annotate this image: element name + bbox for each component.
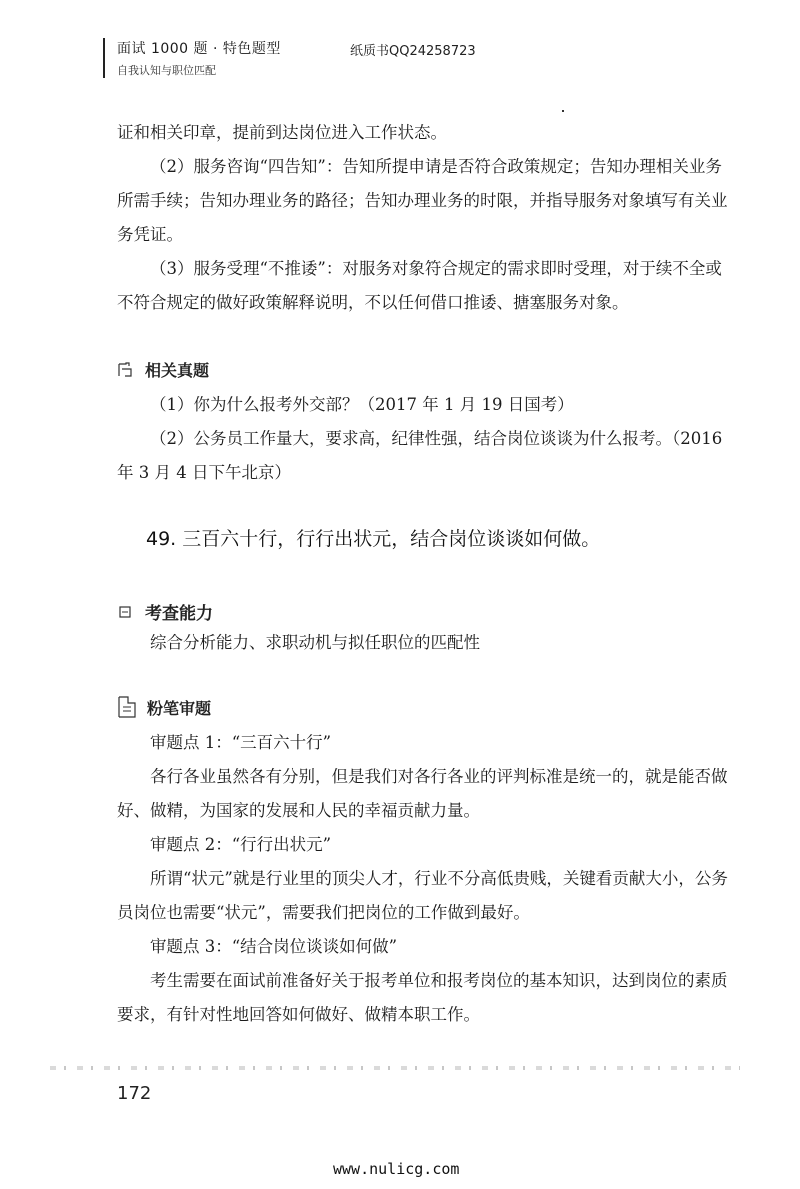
related-question-2: （2）公务员工作量大，要求高，纪律性强，结合岗位谈谈为什么报考。（2016 年 3 月 4 日下午北京）	[117, 429, 723, 482]
ability-heading	[117, 599, 213, 624]
related-question-1: （1）你为什么报考外交部？（2017 年 1 月 19 日国考）	[150, 395, 574, 414]
book-title: 面试 1000 题 · 特色题型	[117, 41, 281, 57]
analysis-point-1-label: 审题点 1：“三百六十行”	[150, 733, 332, 752]
page-number: 172	[117, 1083, 152, 1104]
related-questions-heading	[117, 358, 209, 381]
watermark-top: 纸质书QQ24258723	[350, 44, 476, 59]
analysis-icon	[117, 695, 137, 719]
ability-title: 考查能力	[145, 604, 213, 624]
analysis-point-2-label: 审题点 2：“行行出状元”	[150, 835, 332, 854]
related-questions-icon	[117, 361, 135, 379]
analysis-point-1-text: 各行各业虽然各有分别，但是我们对各行各业的评判标准是统一的，就是能否做好、做精，为国家的发展和人民的幸福贡献力量。	[117, 767, 728, 820]
ability-icon	[117, 603, 135, 621]
scan-noise-line	[50, 1066, 740, 1070]
analysis-point-3-label: 审题点 3：“结合岗位谈谈如何做”	[150, 937, 398, 956]
chapter-title: 自我认知与职位匹配	[117, 64, 216, 77]
analysis-heading	[117, 695, 211, 719]
related-questions-title: 相关真题	[145, 361, 210, 380]
watermark-bottom: www.nulicg.com	[333, 1160, 460, 1178]
scan-dot	[562, 110, 564, 112]
paragraph-service-consult: （2）服务咨询“四告知”：告知所提申请是否符合政策规定；告知办理相关业务所需手续；告知办理业务的路径；告知办理业务的时限，并指导服务对象填写有关业务凭证。	[117, 157, 728, 244]
analysis-title: 粉笔审题	[147, 698, 212, 718]
header-rule	[103, 38, 105, 78]
analysis-point-2-text: 所谓“状元”就是行业里的顶尖人才，行业不分高低贵贱，关键看贡献大小，公务员岗位也需要“状元”，需要我们把岗位的工作做到最好。	[117, 869, 728, 922]
ability-content: 综合分析能力、求职动机与拟任职位的匹配性	[150, 633, 480, 652]
analysis-point-3-text: 考生需要在面试前准备好关于报考单位和报考岗位的基本知识，达到岗位的素质要求，有针对性地回答如何做好、做精本职工作。	[117, 971, 728, 1024]
paragraph-service-accept: （3）服务受理“不推诿”：对服务对象符合规定的需求即时受理，对于续不全或不符合规定的做好政策解释说明，不以任何借口推诿、搪塞服务对象。	[117, 259, 722, 312]
paragraph-continued: 证和相关印章，提前到达岗位进入工作状态。	[117, 123, 447, 142]
question-title: 49. 三百六十行，行行出状元，结合岗位谈谈如何做。	[146, 528, 601, 550]
